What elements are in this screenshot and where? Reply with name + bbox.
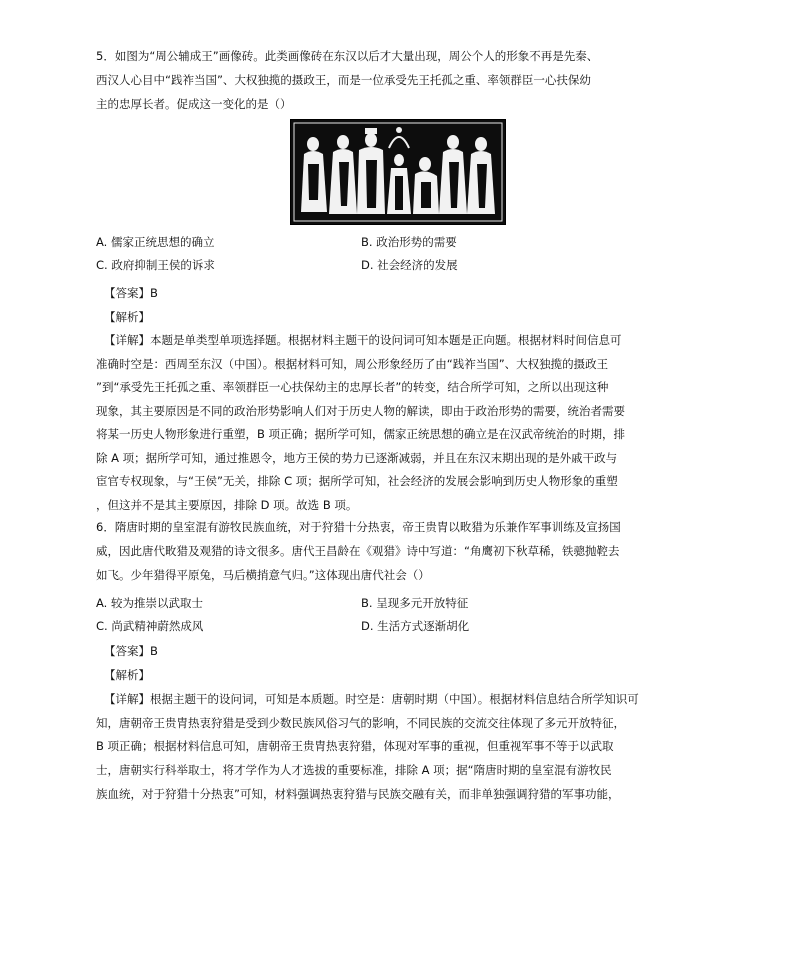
q6-detail-line-3: B 项正确；根据材料信息可知，唐朝帝王贵胄热衷狩猎，体现对军事的重视，但重视军事不等于以武取 (96, 739, 614, 753)
q6-option-b: B. 呈现多元开放特征 (361, 596, 469, 610)
zhougong-brick-relief-image (290, 119, 506, 225)
q6-detail-line-2: 知，唐朝帝王贵胄热衷狩猎是受到少数民族风俗习气的影响，不同民族的交流交往体现了多元开放特征， (96, 716, 625, 730)
q5-detail-line-5: 将某一历史人物形象进行重塑，B 项正确；据所学可知，儒家正统思想的确立是在汉武帝统治的时期，排 (96, 427, 626, 441)
q6-option-c: C. 尚武精神蔚然成风 (96, 619, 204, 633)
q6-option-d: D. 生活方式逐渐胡化 (361, 619, 470, 633)
q6-stem-line-2: 威，因此唐代畋猎及观猎的诗文很多。唐代王昌龄在《观猎》诗中写道：“角鹰初下秋草稀，铁骢抛鞚去 (96, 544, 620, 558)
q5-answer: 【答案】B (104, 286, 158, 300)
q6-analysis-label: 【解析】 (104, 668, 150, 682)
q5-detail-line-6: 除 A 项；据所学可知，通过推恩令，地方王侯的势力已逐渐减弱，并且在东汉末期出现的是外戚干政与 (96, 451, 618, 465)
q5-stem-line-3: 主的忠厚长者。促成这一变化的是（） (96, 97, 292, 111)
q5-stem-line-1: 5．如图为“周公辅成王”画像砖。此类画像砖在东汉以后才大量出现，周公个人的形象不再是先秦、 (96, 49, 599, 63)
q5-detail-line-4: 现象，其主要原因是不同的政治形势影响人们对于历史人物的解读，即由于政治形势的需要，统治者需要 (96, 404, 625, 418)
q6-option-a: A. 较为推崇以武取士 (96, 596, 203, 610)
q5-option-b: B. 政治形势的需要 (361, 235, 457, 249)
q5-analysis-label: 【解析】 (104, 310, 150, 324)
q5-option-d: D. 社会经济的发展 (361, 258, 458, 272)
q5-stem-line-2: 西汉人心目中“践祚当国”、大权独揽的摄政王，而是一位承受先王托孤之重、率领群臣一心扶保幼 (96, 73, 591, 87)
q6-detail-line-1: 【详解】根据主题干的设问词，可知是本质题。时空是：唐朝时期（中国）。根据材料信息结合所学知识可 (104, 692, 639, 706)
q5-option-a: A. 儒家正统思想的确立 (96, 235, 215, 249)
q5-detail-line-2: 准确时空是：西周至东汉（中国）。根据材料可知，周公形象经历了由“践祚当国”、大权独揽的摄政王 (96, 357, 609, 371)
q6-answer: 【答案】B (104, 644, 158, 658)
q5-option-c: C. 政府抑制王侯的诉求 (96, 258, 215, 272)
q5-detail-line-7: 宦官专权现象，与“王侯”无关，排除 C 项；据所学可知，社会经济的发展会影响到历史人物形象的重塑 (96, 474, 618, 488)
q5-detail-line-1: 【详解】本题是单类型单项选择题。根据材料主题干的设问词可知本题是正向题。根据材料时间信息可 (104, 333, 622, 347)
q6-detail-line-4: 士，唐朝实行科举取士，将才学作为人才选拔的重要标准，排除 A 项；据“隋唐时期的皇室混有游牧民 (96, 763, 612, 777)
q6-stem-line-1: 6．隋唐时期的皇室混有游牧民族血统，对于狩猎十分热衷，帝王贵胄以畋猎为乐兼作军事训练及宣扬国 (96, 520, 621, 534)
q5-detail-line-8: ，但这并不是其主要原因，排除 D 项。故选 B 项。 (96, 498, 358, 512)
q6-detail-line-5: 族血统，对于狩猎十分热衷”可知，材料强调热衷狩猎与民族交融有关，而非单独强调狩猎的军事功能， (96, 787, 620, 801)
q6-stem-line-3: 如飞。少年猎得平原兔，马后横捎意气归。”这体现出唐代社会（） (96, 568, 430, 582)
relief-figures-illustration (291, 120, 505, 224)
q5-detail-line-3: ”到“承受先王托孤之重、率领群臣一心扶保幼主的忠厚长者”的转变，结合所学可知，之所以出现这种 (96, 380, 609, 394)
